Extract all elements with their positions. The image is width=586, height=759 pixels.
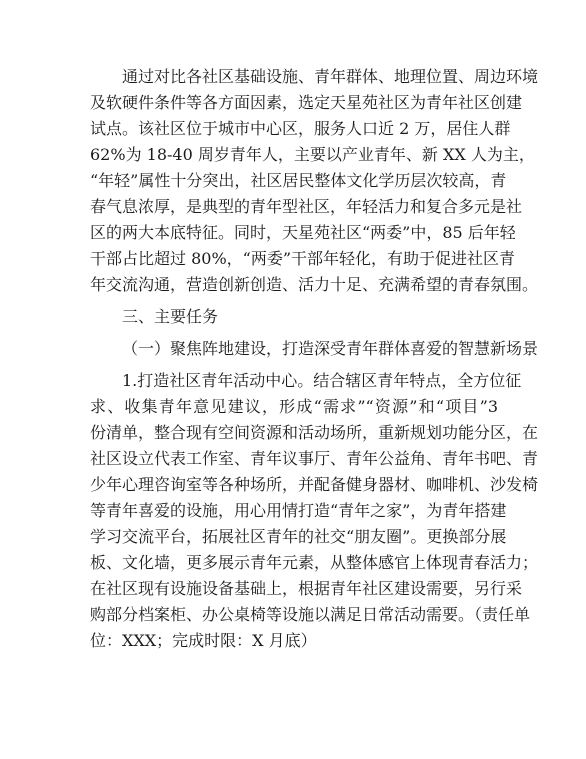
text-line: 区的两大本底特征。同时，天星苑社区“两委”中，85 后年轻	[90, 223, 516, 242]
text-line: 板、文化墙，更多展示青年元素，从整体感官上体现青春活力；	[90, 553, 539, 572]
text-line: “年轻”属性十分突出，社区居民整体文化学历层次较高，青	[90, 171, 507, 190]
text-line: 春气息浓厚，是典型的青年型社区，年轻活力和复合多元是社	[90, 197, 523, 216]
text-line: 在社区现有设施设备基础上，根据青年社区建设需要，另行采	[90, 579, 523, 598]
text-line: 等青年喜爱的设施，用心用情打造“青年之家”，为青年搭建	[90, 501, 507, 520]
text-line: 位：XXX；完成时限：X 月底）	[90, 631, 317, 650]
section-heading: 三、主要任务	[122, 307, 219, 326]
document-body	[90, 64, 539, 654]
text-line: 学习交流平台，拓展社区青年的社交“朋友圈”。更换部分展	[90, 527, 507, 546]
text-line: 1.打造社区青年活动中心。结合辖区青年特点，全方位征	[122, 371, 522, 390]
text-line: 62%为 18-40 周岁青年人，主要以产业青年、新 XX 人为主，	[90, 145, 535, 164]
text-line: 求、收集青年意见建议，形成“需求”“资源”和“项目”3	[90, 397, 498, 416]
text-line: 通过对比各社区基础设施、青年群体、地理位置、周边环境	[122, 67, 539, 86]
subsection-heading: （一）聚焦阵地建设，打造深受青年群体喜爱的智慧新场景	[122, 339, 539, 358]
text-line: 及软硬件条件等各方面因素，选定天星苑社区为青年社区创建	[90, 93, 523, 112]
paragraph-site-selection	[90, 64, 539, 298]
text-line: 社区设立代表工作室、青年议事厅、青年公益角、青年书吧、青	[90, 449, 539, 468]
text-line: 少年心理咨询室等各种场所，并配备健身器材、咖啡机、沙发椅	[90, 475, 539, 494]
paragraph-activity-center	[90, 368, 539, 654]
text-line: 干部占比超过 80%，“两委”干部年轻化，有助于促进社区青	[90, 249, 516, 268]
text-line: 试点。该社区位于城市中心区，服务人口近 2 万，居住人群	[90, 119, 511, 138]
text-line: 份清单，整合现有空间资源和活动场所，重新规划功能分区，在	[90, 423, 539, 442]
text-line: 购部分档案柜、办公桌椅等设施以满足日常活动需要。（责任单	[90, 605, 531, 624]
text-line: 年交流沟通，营造创新创造、活力十足、充满希望的青春氛围。	[90, 275, 539, 294]
